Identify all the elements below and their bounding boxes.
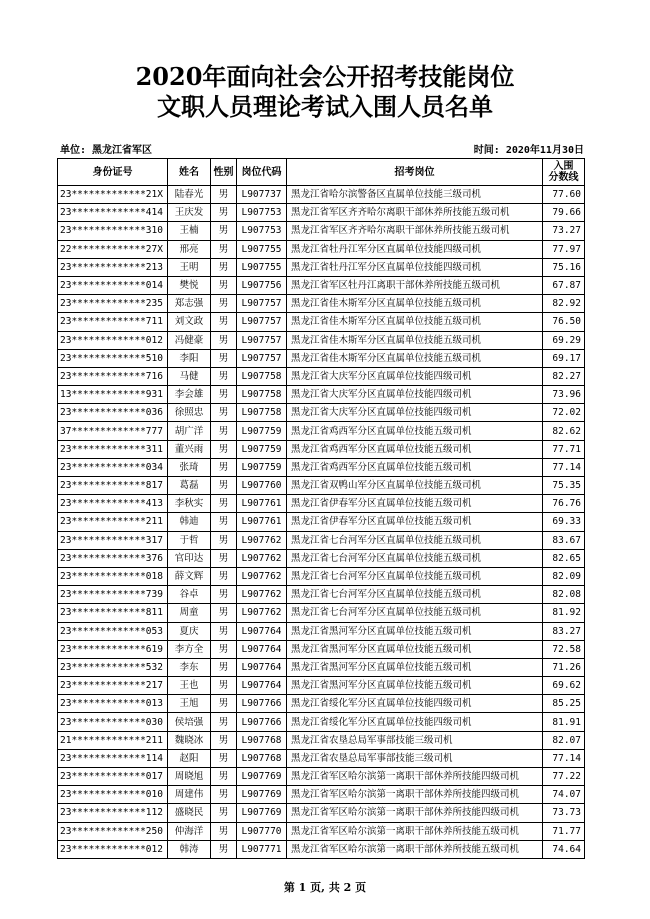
cell-code: L907758 [237,367,287,385]
cell-name: 谷卓 [168,586,211,604]
cell-position: 黑龙江省牡丹江军分区直属单位技能四级司机 [287,240,543,258]
cell-name: 周晓旭 [168,768,211,786]
cell-position: 黑龙江省军区齐齐哈尔离职干部休养所技能五级司机 [287,204,543,222]
cell-name: 薛文辉 [168,567,211,585]
cell-score: 73.73 [543,804,585,822]
cell-id: 37*************777 [58,422,168,440]
table-row [58,786,585,804]
header-score [543,159,585,186]
cell-gender: 男 [211,786,237,804]
cell-name: 周建伟 [168,786,211,804]
cell-position: 黑龙江省农垦总局军事部技能三级司机 [287,749,543,767]
cell-code: L907768 [237,731,287,749]
cell-id: 23*************114 [58,749,168,767]
cell-name: 仲海洋 [168,822,211,840]
cell-gender: 男 [211,677,237,695]
table-row [58,604,585,622]
cell-position: 黑龙江省七台河军分区直属单位技能五级司机 [287,604,543,622]
cell-position: 黑龙江省军区哈尔滨第一离职干部休养所技能四级司机 [287,786,543,804]
cell-id: 23*************017 [58,768,168,786]
cell-id: 23*************532 [58,658,168,676]
cell-position: 黑龙江省伊春军分区直属单位技能五级司机 [287,495,543,513]
cell-score: 73.96 [543,386,585,404]
cell-name: 葛磊 [168,477,211,495]
table-row [58,422,585,440]
cell-name: 周童 [168,604,211,622]
cell-code: L907762 [237,586,287,604]
cell-code: L907757 [237,349,287,367]
cell-id: 23*************510 [58,349,168,367]
cell-name: 官印达 [168,549,211,567]
cell-score: 77.14 [543,458,585,476]
cell-name: 李阳 [168,349,211,367]
cell-score: 83.67 [543,531,585,549]
cell-code: L907766 [237,713,287,731]
cell-id: 23*************311 [58,440,168,458]
cell-id: 23*************211 [58,513,168,531]
cell-gender: 男 [211,222,237,240]
cell-code: L907755 [237,258,287,276]
cell-position: 黑龙江省牡丹江军分区直属单位技能四级司机 [287,258,543,276]
cell-score: 81.92 [543,604,585,622]
cell-position: 黑龙江省佳木斯军分区直属单位技能五级司机 [287,349,543,367]
cell-id: 23*************817 [58,477,168,495]
cell-id: 23*************21X [58,186,168,204]
table-row [58,258,585,276]
cell-id: 22*************27X [58,240,168,258]
cell-gender: 男 [211,749,237,767]
cell-name: 李会雄 [168,386,211,404]
cell-code: L907761 [237,495,287,513]
page-title-line2: 文职人员理论考试入围人员名单 [157,92,493,121]
cell-gender: 男 [211,258,237,276]
cell-score: 69.33 [543,513,585,531]
header-code: 岗位代码 [237,159,287,186]
cell-code: L907762 [237,549,287,567]
table-row [58,622,585,640]
cell-id: 23*************711 [58,313,168,331]
cell-score: 72.58 [543,640,585,658]
cell-score: 74.64 [543,840,585,858]
header-score-line1: 入围 [553,161,574,172]
cell-gender: 男 [211,386,237,404]
cell-position: 黑龙江省军区齐齐哈尔离职干部休养所技能五级司机 [287,222,543,240]
cell-position: 黑龙江省军区哈尔滨第一离职干部休养所技能五级司机 [287,822,543,840]
cell-score: 77.97 [543,240,585,258]
cell-id: 23*************014 [58,276,168,294]
cell-id: 23*************018 [58,567,168,585]
cell-id: 23*************112 [58,804,168,822]
cell-position: 黑龙江省鸡西军分区直属单位技能五级司机 [287,440,543,458]
cell-id: 23*************250 [58,822,168,840]
cell-id: 23*************010 [58,786,168,804]
table-row [58,586,585,604]
cell-code: L907766 [237,695,287,713]
cell-position: 黑龙江省七台河军分区直属单位技能五级司机 [287,531,543,549]
cell-id: 13*************931 [58,386,168,404]
table-row [58,222,585,240]
cell-id: 23*************811 [58,604,168,622]
cell-id: 23*************413 [58,495,168,513]
cell-gender: 男 [211,513,237,531]
table-row [58,276,585,294]
table-row [58,840,585,858]
cell-name: 徐照忠 [168,404,211,422]
cell-name: 韩涛 [168,840,211,858]
cell-name: 邢亮 [168,240,211,258]
table-row [58,204,585,222]
cell-score: 73.27 [543,222,585,240]
cell-gender: 男 [211,349,237,367]
cell-gender: 男 [211,331,237,349]
header-id: 身份证号 [58,159,168,186]
cell-name: 王明 [168,258,211,276]
cell-position: 黑龙江省大庆军分区直属单位技能四级司机 [287,404,543,422]
table-header-row [58,159,585,186]
cell-name: 张琦 [168,458,211,476]
cell-id: 23*************235 [58,295,168,313]
cell-id: 23*************317 [58,531,168,549]
cell-score: 82.08 [543,586,585,604]
cell-score: 82.92 [543,295,585,313]
cell-gender: 男 [211,549,237,567]
table-row [58,349,585,367]
cell-code: L907758 [237,386,287,404]
table-row [58,768,585,786]
cell-code: L907769 [237,804,287,822]
cell-name: 李东 [168,658,211,676]
cell-name: 赵阳 [168,749,211,767]
table-row [58,313,585,331]
cell-code: L907768 [237,749,287,767]
cell-score: 67.87 [543,276,585,294]
table-row [58,567,585,585]
cell-name: 于哲 [168,531,211,549]
cell-id: 23*************034 [58,458,168,476]
cell-gender: 男 [211,313,237,331]
cell-code: L907757 [237,331,287,349]
cell-gender: 男 [211,804,237,822]
cell-position: 黑龙江省鸡西军分区直属单位技能五级司机 [287,458,543,476]
table-row [58,804,585,822]
cell-name: 韩迪 [168,513,211,531]
cell-position: 黑龙江省七台河军分区直属单位技能五级司机 [287,567,543,585]
cell-score: 81.91 [543,713,585,731]
table-row [58,240,585,258]
cell-code: L907764 [237,658,287,676]
cell-code: L907753 [237,204,287,222]
cell-gender: 男 [211,276,237,294]
table-row [58,295,585,313]
table-row [58,658,585,676]
cell-position: 黑龙江省黑河军分区直属单位技能五级司机 [287,658,543,676]
cell-code: L907760 [237,477,287,495]
cell-gender: 男 [211,622,237,640]
cell-id: 23*************012 [58,331,168,349]
cell-code: L907737 [237,186,287,204]
cell-gender: 男 [211,640,237,658]
cell-id: 23*************414 [58,204,168,222]
cell-code: L907762 [237,531,287,549]
table-row [58,386,585,404]
cell-position: 黑龙江省军区哈尔滨第一离职干部休养所技能四级司机 [287,804,543,822]
cell-score: 69.17 [543,349,585,367]
cell-gender: 男 [211,186,237,204]
cell-position: 黑龙江省伊春军分区直属单位技能五级司机 [287,513,543,531]
cell-name: 胡广洋 [168,422,211,440]
table-row [58,440,585,458]
cell-code: L907756 [237,276,287,294]
cell-score: 77.60 [543,186,585,204]
cell-position: 黑龙江省军区牡丹江离职干部休养所技能五级司机 [287,276,543,294]
cell-name: 侯培强 [168,713,211,731]
cell-position: 黑龙江省黑河军分区直属单位技能五级司机 [287,640,543,658]
cell-position: 黑龙江省军区哈尔滨第一离职干部休养所技能五级司机 [287,840,543,858]
date-label: 时间: 2020年11月30日 [473,145,584,156]
table-row [58,822,585,840]
table-row [58,186,585,204]
cell-score: 72.02 [543,404,585,422]
cell-gender: 男 [211,768,237,786]
cell-id: 23*************213 [58,258,168,276]
cell-score: 82.62 [543,422,585,440]
cell-name: 王庆发 [168,204,211,222]
cell-code: L907753 [237,222,287,240]
cell-score: 75.16 [543,258,585,276]
cell-gender: 男 [211,404,237,422]
table-row [58,404,585,422]
cell-name: 陆春光 [168,186,211,204]
table-row [58,677,585,695]
header-score-line2: 分数线 [548,172,579,183]
cell-gender: 男 [211,567,237,585]
table-row [58,458,585,476]
cell-position: 黑龙江省佳木斯军分区直属单位技能五级司机 [287,295,543,313]
table-row [58,367,585,385]
cell-score: 71.26 [543,658,585,676]
cell-score: 82.65 [543,549,585,567]
header-position: 招考岗位 [287,159,543,186]
cell-position: 黑龙江省佳木斯军分区直属单位技能五级司机 [287,313,543,331]
cell-score: 79.66 [543,204,585,222]
cell-id: 23*************376 [58,549,168,567]
cell-code: L907770 [237,822,287,840]
cell-gender: 男 [211,240,237,258]
cell-code: L907759 [237,440,287,458]
cell-gender: 男 [211,604,237,622]
cell-name: 王旭 [168,695,211,713]
cell-name: 王也 [168,677,211,695]
cell-name: 董兴雨 [168,440,211,458]
cell-code: L907755 [237,240,287,258]
cell-name: 刘文政 [168,313,211,331]
cell-id: 23*************036 [58,404,168,422]
cell-name: 王楠 [168,222,211,240]
cell-code: L907759 [237,422,287,440]
cell-name: 冯健豪 [168,331,211,349]
cell-gender: 男 [211,713,237,731]
cell-code: L907764 [237,677,287,695]
cell-code: L907762 [237,604,287,622]
table-row [58,531,585,549]
cell-position: 黑龙江省七台河军分区直属单位技能五级司机 [287,549,543,567]
cell-code: L907762 [237,567,287,585]
cell-code: L907757 [237,313,287,331]
cell-id: 21*************211 [58,731,168,749]
cell-score: 74.07 [543,786,585,804]
page-footer: 第 1 页, 共 2 页 [283,881,367,894]
table-row [58,513,585,531]
cell-position: 黑龙江省大庆军分区直属单位技能四级司机 [287,367,543,385]
cell-gender: 男 [211,695,237,713]
table-row [58,477,585,495]
table-row [58,331,585,349]
cell-position: 黑龙江省双鸭山军分区直属单位技能五级司机 [287,477,543,495]
cell-name: 郑志强 [168,295,211,313]
cell-gender: 男 [211,458,237,476]
cell-name: 李方全 [168,640,211,658]
cell-score: 76.50 [543,313,585,331]
cell-gender: 男 [211,477,237,495]
cell-score: 71.77 [543,822,585,840]
cell-code: L907769 [237,768,287,786]
cell-code: L907758 [237,404,287,422]
cell-id: 23*************716 [58,367,168,385]
cell-position: 黑龙江省军区哈尔滨第一离职干部休养所技能四级司机 [287,768,543,786]
cell-score: 82.07 [543,731,585,749]
cell-gender: 男 [211,422,237,440]
cell-score: 77.14 [543,749,585,767]
cell-gender: 男 [211,822,237,840]
cell-gender: 男 [211,495,237,513]
cell-position: 黑龙江省绥化军分区直属单位技能四级司机 [287,695,543,713]
cell-id: 23*************217 [58,677,168,695]
cell-score: 83.27 [543,622,585,640]
cell-position: 黑龙江省大庆军分区直属单位技能四级司机 [287,386,543,404]
cell-name: 马健 [168,367,211,385]
cell-position: 黑龙江省佳木斯军分区直属单位技能五级司机 [287,331,543,349]
cell-id: 23*************012 [58,840,168,858]
cell-name: 李秋实 [168,495,211,513]
cell-code: L907771 [237,840,287,858]
cell-id: 23*************739 [58,586,168,604]
cell-score: 85.25 [543,695,585,713]
table-row [58,695,585,713]
header-name: 姓名 [168,159,211,186]
table-row [58,731,585,749]
cell-position: 黑龙江省绥化军分区直属单位技能四级司机 [287,713,543,731]
cell-score: 76.76 [543,495,585,513]
cell-position: 黑龙江省七台河军分区直属单位技能五级司机 [287,586,543,604]
cell-position: 黑龙江省农垦总局军事部技能三级司机 [287,731,543,749]
cell-score: 77.71 [543,440,585,458]
cell-position: 黑龙江省黑河军分区直属单位技能五级司机 [287,622,543,640]
cell-id: 23*************013 [58,695,168,713]
table-row [58,549,585,567]
cell-position: 黑龙江省黑河军分区直属单位技能五级司机 [287,677,543,695]
cell-gender: 男 [211,440,237,458]
cell-gender: 男 [211,367,237,385]
cell-score: 82.27 [543,367,585,385]
table-row [58,640,585,658]
cell-code: L907757 [237,295,287,313]
cell-code: L907764 [237,622,287,640]
cell-gender: 男 [211,531,237,549]
cell-id: 23*************310 [58,222,168,240]
table-row [58,713,585,731]
cell-name: 魏晓冰 [168,731,211,749]
cell-gender: 男 [211,658,237,676]
cell-code: L907759 [237,458,287,476]
unit-label: 单位: 黑龙江省军区 [60,145,153,156]
cell-position: 黑龙江省鸡西军分区直属单位技能五级司机 [287,422,543,440]
cell-name: 夏庆 [168,622,211,640]
cell-score: 75.35 [543,477,585,495]
cell-name: 盛晓民 [168,804,211,822]
cell-score: 69.29 [543,331,585,349]
table-row [58,749,585,767]
table-row [58,495,585,513]
cell-name: 樊悦 [168,276,211,294]
cell-code: L907761 [237,513,287,531]
cell-code: L907764 [237,640,287,658]
cell-gender: 男 [211,586,237,604]
cell-score: 77.22 [543,768,585,786]
cell-gender: 男 [211,731,237,749]
cell-score: 82.09 [543,567,585,585]
cell-score: 69.62 [543,677,585,695]
cell-code: L907769 [237,786,287,804]
page-title-line1: 2020年面向社会公开招考技能岗位 [135,62,515,91]
cell-id: 23*************619 [58,640,168,658]
cell-id: 23*************053 [58,622,168,640]
candidate-table [57,158,585,859]
cell-gender: 男 [211,204,237,222]
cell-position: 黑龙江省哈尔滨警备区直属单位技能三级司机 [287,186,543,204]
cell-gender: 男 [211,295,237,313]
header-gender: 性别 [211,159,237,186]
cell-id: 23*************030 [58,713,168,731]
cell-gender: 男 [211,840,237,858]
